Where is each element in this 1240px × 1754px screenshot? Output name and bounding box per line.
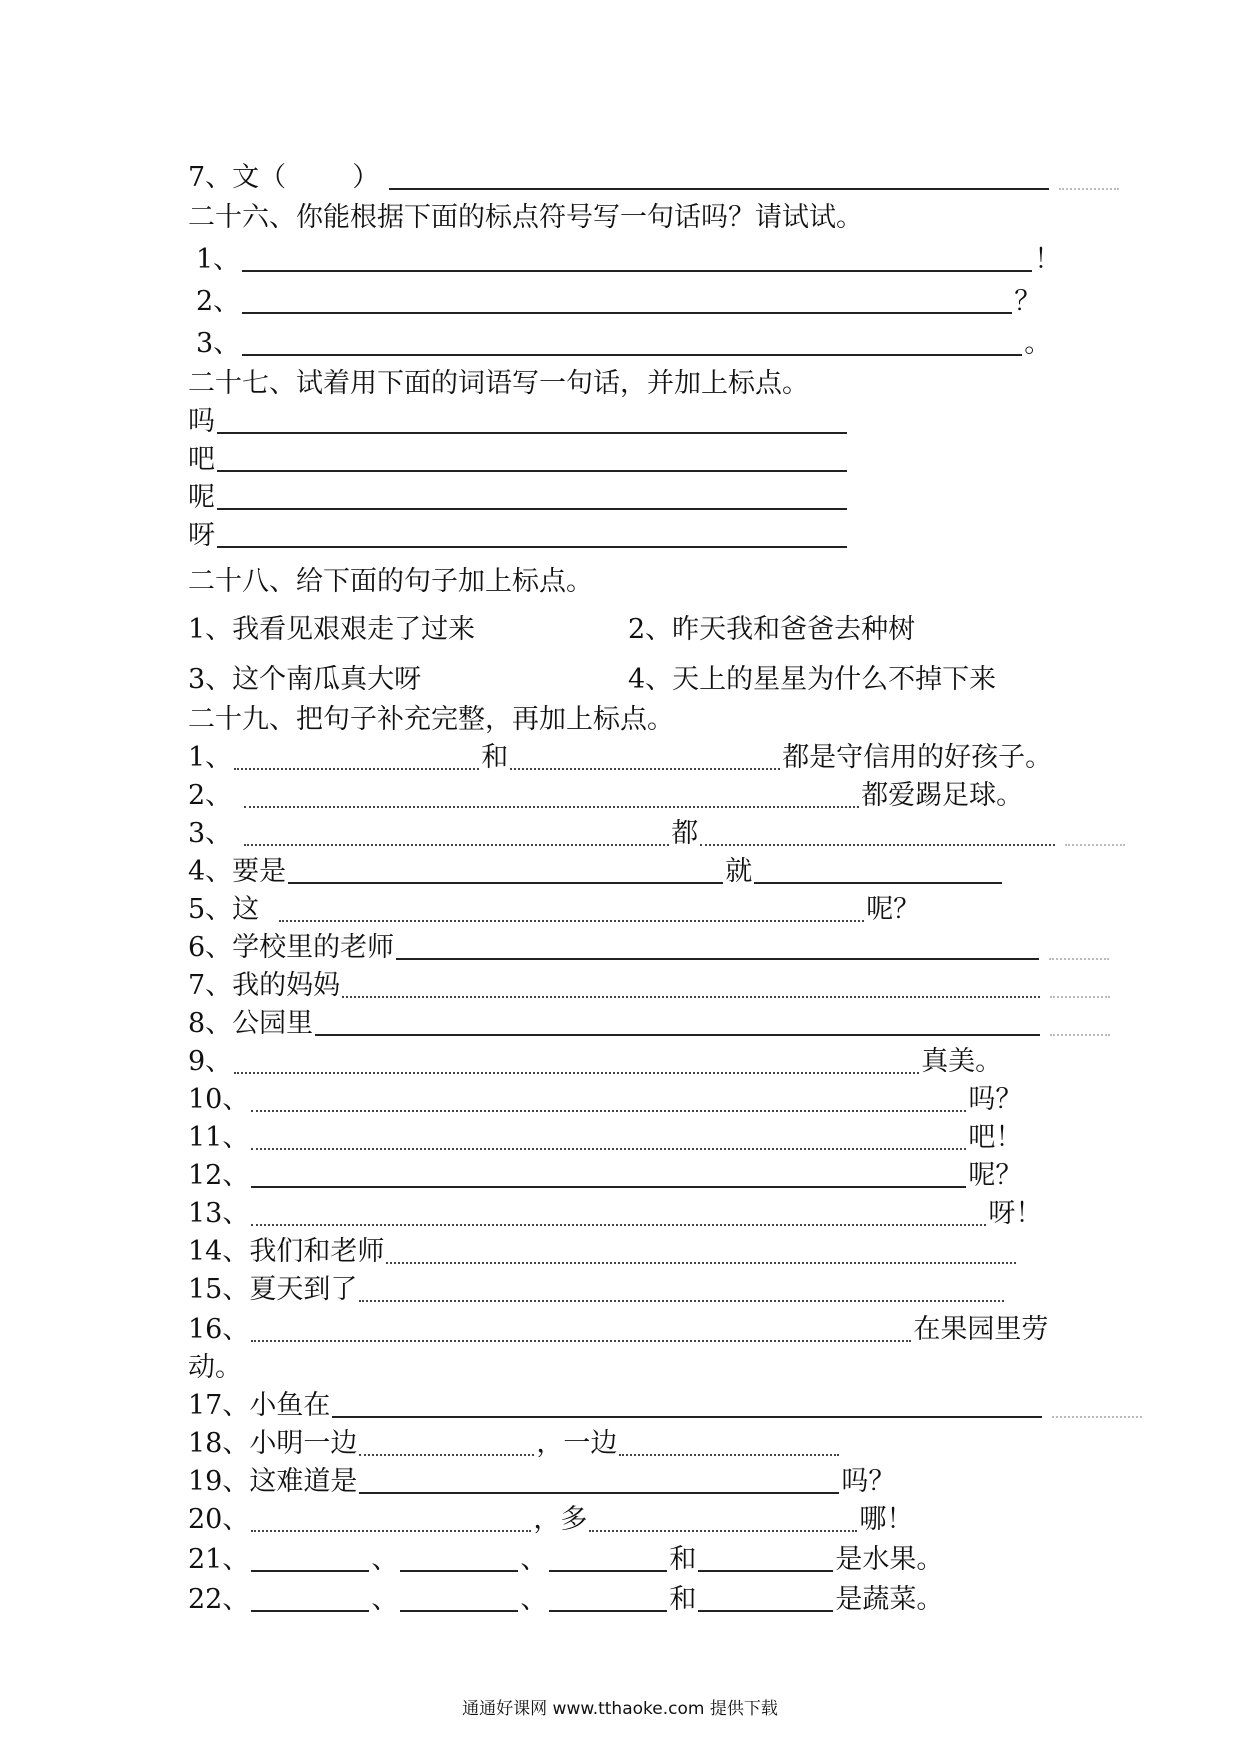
trailing-dots [1059,164,1119,190]
q29-item-22 [188,1576,943,1616]
q29-item-7 [188,962,1110,1002]
q28-item-1: 1、我看见艰艰走了过来 [188,614,476,645]
item-number: 22、 [188,1584,250,1615]
q29-item-15 [188,1266,1006,1306]
q29-item-5 [188,886,920,926]
answer-blank[interactable] [288,858,723,884]
item-number: 1、 [196,244,241,275]
answer-blank[interactable] [332,1392,1042,1418]
q29-item-18 [188,1420,841,1460]
item-end: 都是守信用的好孩子。 [782,742,1053,773]
q28-item-4: 4、天上的星星为什么不掉下来 [628,664,997,695]
q29-item-20 [188,1496,913,1536]
q27-word-1 [188,398,849,438]
item-number: 4、要是 [188,856,287,887]
answer-blank[interactable] [234,744,479,770]
word-label: 呀 [188,520,215,551]
answer-blank[interactable] [549,1586,667,1612]
item-end: 呢？ [968,1160,1023,1191]
answer-blank[interactable] [251,1546,369,1572]
answer-blank[interactable] [242,330,1022,356]
q29-item-10 [188,1076,1022,1116]
answer-blank[interactable] [251,1316,911,1342]
q28-item-3: 3、这个南瓜真大呀 [188,664,422,695]
answer-blank[interactable] [242,246,1032,272]
answer-blank[interactable] [234,1048,919,1074]
q26-item-1 [196,236,1061,276]
item-end-mark: 。 [1024,328,1052,359]
item-number: 3、 [196,328,241,359]
item-separator: 、 [520,1544,548,1575]
item-suffix: ） [352,162,380,193]
answer-blank[interactable] [244,820,669,846]
item-text: 都 [671,818,699,849]
item-number: 9、 [188,1046,233,1077]
answer-blank[interactable] [698,1586,833,1612]
q29-item-21 [188,1536,943,1576]
item-end: 真美。 [921,1046,1003,1077]
item-number: 15、夏天到了 [188,1274,358,1305]
q29-item-13 [188,1190,1042,1230]
item-end-mark: ！ [1034,244,1062,275]
item-end: 呢？ [866,894,921,925]
item-number: 18、小明一边 [188,1428,358,1459]
q29-item-16 [188,1306,1048,1346]
answer-blank[interactable] [396,934,1039,960]
trailing-dots [1052,1392,1142,1418]
answer-blank[interactable] [242,288,1012,314]
trailing-dots [1065,820,1125,846]
item-separator: 、 [520,1584,548,1615]
item-text: 就 [725,856,753,887]
page-footer: 通通好课网 www.tthaoke.com 提供下载 [462,1699,778,1719]
answer-blank[interactable] [359,1430,534,1456]
answer-blank[interactable] [700,820,1055,846]
item-end: 是水果。 [835,1544,944,1575]
word-label: 吗 [188,406,215,437]
item-number: 11、 [188,1122,250,1153]
answer-blank[interactable] [400,1586,518,1612]
item-number: 21、 [188,1544,250,1575]
answer-blank[interactable] [754,858,1002,884]
answer-blank[interactable] [589,1506,857,1532]
item-number: 6、学校里的老师 [188,932,395,963]
item-end: 哪！ [859,1504,914,1535]
q29-item-8 [188,1000,1110,1040]
answer-blank[interactable] [549,1546,667,1572]
item-number: 17、小鱼在 [188,1390,331,1421]
answer-blank[interactable] [244,782,859,808]
answer-blank[interactable] [217,446,847,472]
q29-item-14 [188,1228,1018,1268]
item-end: 都爱踢足球。 [861,780,1024,811]
q28-item-2: 2、昨天我和爸爸去种树 [628,614,916,645]
item-end: 吗？ [841,1466,896,1497]
answer-blank[interactable] [251,1506,531,1532]
q27-title: 二十七、试着用下面的词语写一句话，并加上标点。 [188,368,809,399]
word-label: 呢 [188,482,215,513]
item-number: 19、这难道是 [188,1466,358,1497]
item-number: 2、 [188,780,233,811]
answer-blank[interactable] [359,1276,1004,1302]
q27-word-4 [188,512,849,552]
answer-blank[interactable] [251,1586,369,1612]
item-number: 10、 [188,1084,250,1115]
q29-item-3 [188,810,1125,850]
q29-item-9 [188,1038,1002,1078]
q27-word-3 [188,474,849,514]
answer-blank[interactable] [342,972,1040,998]
item-text: 和 [669,1584,697,1615]
answer-blank[interactable] [217,522,847,548]
item-number: 2、 [196,286,241,317]
answer-blank[interactable] [251,1162,966,1188]
item-number: 7、我的妈妈 [188,970,341,1001]
item-number: 13、 [188,1198,250,1229]
answer-blank[interactable] [279,896,864,922]
answer-blank[interactable] [251,1124,966,1150]
item-number: 16、 [188,1314,250,1345]
q25-item-7 [188,154,1119,194]
trailing-dots [1050,972,1110,998]
answer-blank[interactable] [389,164,1049,190]
q26-item-3 [196,320,1051,360]
q28-title: 二十八、给下面的句子加上标点。 [188,566,593,597]
q29-item-11 [188,1114,1022,1154]
item-text: 和 [669,1544,697,1575]
q29-item-12 [188,1152,1022,1192]
answer-blank[interactable] [510,744,780,770]
item-text: ，一边 [536,1428,618,1459]
item-number: 3、 [188,818,233,849]
trailing-dots [1049,934,1109,960]
answer-blank[interactable] [698,1546,833,1572]
word-label: 吧 [188,444,215,475]
q26-item-2 [196,278,1041,318]
item-separator: 、 [371,1584,399,1615]
answer-blank[interactable] [251,1200,986,1226]
answer-blank[interactable] [315,1010,1040,1036]
item-end-mark: ？ [1014,286,1042,317]
item-number: 5、这 [188,894,260,925]
item-text: ，多 [533,1504,588,1535]
q29-item-1 [188,734,1052,774]
q26-title: 二十六、你能根据下面的标点符号写一句话吗？请试试。 [188,202,863,233]
answer-blank[interactable] [619,1430,839,1456]
item-number: 14、我们和老师 [188,1236,385,1267]
trailing-dots [1050,1010,1110,1036]
item-end: 是蔬菜。 [835,1584,944,1615]
item-prefix: 7、文（ [188,162,287,193]
item-text: 和 [481,742,509,773]
answer-blank[interactable] [359,1468,839,1494]
item-number: 12、 [188,1160,250,1191]
q29-item-4 [188,848,1004,888]
q29-item-17 [188,1382,1142,1422]
answer-blank[interactable] [386,1238,1016,1264]
item-number: 1、 [188,742,233,773]
answer-blank[interactable] [400,1546,518,1572]
answer-blank[interactable] [251,1086,966,1112]
q27-word-2 [188,436,849,476]
q29-item-2 [188,772,1023,812]
q29-title: 二十九、把句子补充完整，再加上标点。 [188,704,674,735]
item-end: 吗？ [968,1084,1023,1115]
item-separator: 、 [371,1544,399,1575]
item-number: 8、公园里 [188,1008,314,1039]
answer-blank[interactable] [217,408,847,434]
item-end: 呀！ [988,1198,1043,1229]
q29-item-6 [188,924,1109,964]
q29-item-19 [188,1458,895,1498]
item-number: 20、 [188,1504,250,1535]
answer-blank[interactable] [217,484,847,510]
item-end: 在果园里劳 [913,1314,1049,1345]
q29-item-16-wrap: 动。 [188,1352,242,1383]
item-end: 吧！ [968,1122,1023,1153]
